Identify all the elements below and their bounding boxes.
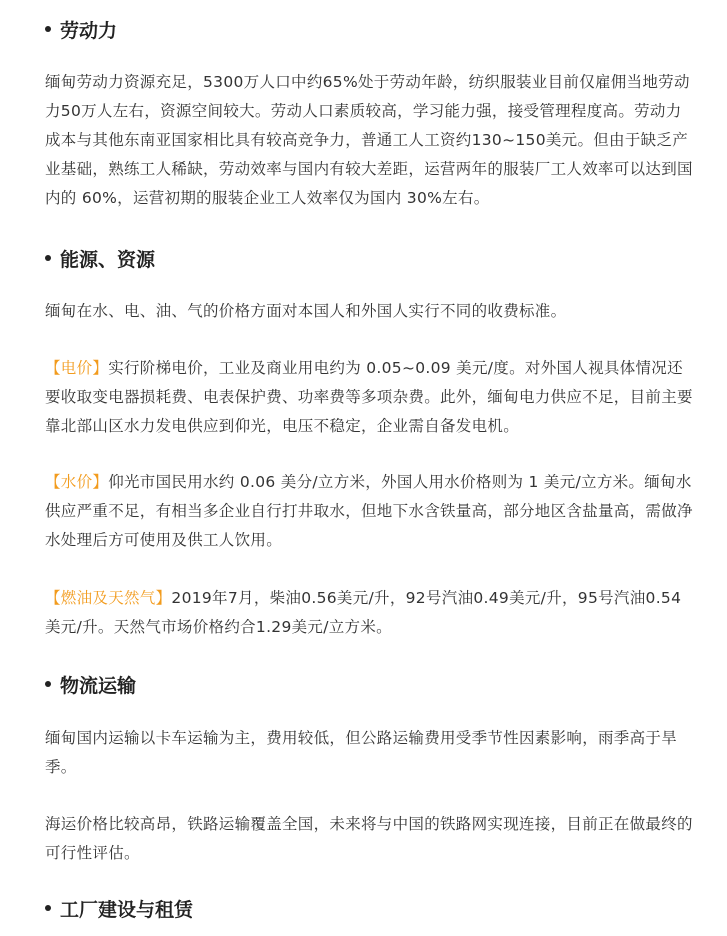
water-price-tag: 【水价】 — [45, 473, 109, 491]
labor-paragraph: 缅甸劳动力资源充足，5300万人口中约65%处于劳动年龄，纺织服装业目前仅雇佣当地劳动力50万人左右，资源空间较大。劳动人口素质较高，学习能力强，接受管理程度高。劳动力成本与其他东南亚国家相比具有较高竞争力，普通工人工资约130~150美元。但由于缺乏产业基础，熟练工人稀缺，劳动效率与国内有较大差距，运营两年的服装厂工人效率可以达到国内的 60%，运营初期的服装企业工人效率仅为国内 30%左右。 — [45, 73, 693, 207]
heading-text: 物流运输 — [60, 674, 137, 697]
fuel-price-tag: 【燃油及天然气】 — [45, 589, 172, 607]
energy-intro-paragraph: 缅甸在水、电、油、气的价格方面对本国人和外国人实行不同的收费标准。 — [45, 302, 567, 320]
fuel-price-paragraph — [45, 584, 695, 642]
logistics-paragraph-2: 海运价格比较高昂，铁路运输覆盖全国，未来将与中国的铁路网实现连接，目前正在做最终的可行性评估。 — [45, 815, 693, 862]
heading-text: 能源、资源 — [60, 248, 156, 271]
bullet-icon — [45, 681, 51, 687]
electric-price-paragraph — [45, 354, 695, 441]
water-price-paragraph — [45, 468, 695, 555]
fuel-price-text: 2019年7月，柴油0.56美元/升，92号汽油0.49美元/升，95号汽油0.54美元/升。天然气市场价格约合1.29美元/立方米。 — [45, 589, 682, 636]
section-heading-logistics — [45, 670, 136, 698]
electric-price-tag: 【电价】 — [45, 359, 109, 377]
bullet-icon — [45, 255, 51, 261]
electric-price-text: 实行阶梯电价，工业及商业用电约为 0.05~0.09 美元/度。对外国人视具体情况还要收取变电器损耗费、电表保护费、功率费等多项杂费。此外，缅甸电力供应不足，目前主要靠北部山区水力发电供应到仰光，电压不稳定，企业需自备发电机。 — [45, 359, 693, 435]
heading-text: 劳动力 — [60, 19, 118, 42]
heading-text: 工厂建设与租赁 — [60, 898, 194, 921]
logistics-paragraph-1: 缅甸国内运输以卡车运输为主，费用较低，但公路运输费用受季节性因素影响，雨季高于旱季。 — [45, 729, 678, 776]
section-heading-energy — [45, 244, 155, 272]
water-price-text: 仰光市国民用水约 0.06 美分/立方米，外国人用水价格则为 1 美元/立方米。缅甸水供应严重不足，有相当多企业自行打井取水，但地下水含铁量高，部分地区含盐量高，需做净水处理后方可使用及供工人饮用。 — [45, 473, 693, 549]
section-heading-factory — [45, 894, 193, 922]
section-heading-labor — [45, 15, 117, 43]
bullet-icon — [45, 905, 51, 911]
bullet-icon — [45, 26, 51, 32]
